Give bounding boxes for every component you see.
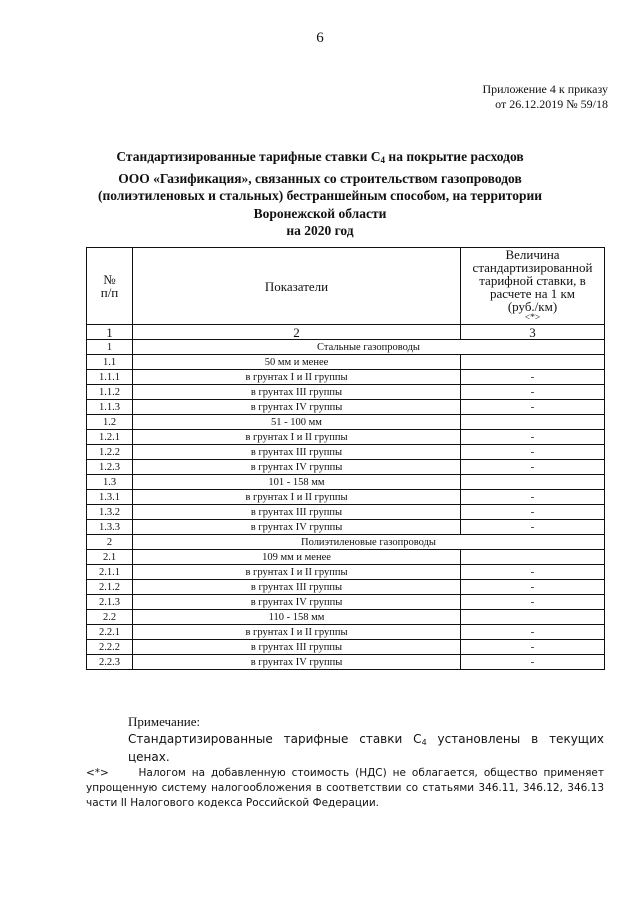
header-value-line: стандартизированной — [472, 260, 593, 275]
row-label: в грунтах III группы — [133, 580, 461, 595]
row-label: 110 - 158 мм — [133, 610, 461, 625]
table-row — [87, 610, 605, 625]
table-row — [87, 625, 605, 640]
row-value: - — [461, 370, 605, 385]
appendix-line-2: от 26.12.2019 № 59/18 — [495, 97, 608, 111]
row-number: 1.1 — [87, 355, 133, 370]
row-number: 1.1.3 — [87, 400, 133, 415]
row-value — [461, 550, 605, 565]
row-number: 2.1.2 — [87, 580, 133, 595]
appendix-line-1: Приложение 4 к приказу — [482, 82, 608, 96]
row-number: 1.3.3 — [87, 520, 133, 535]
table-row — [87, 535, 605, 550]
header-indicators-cell: Показатели — [133, 248, 461, 325]
row-value: - — [461, 595, 605, 610]
row-number: 1.3.1 — [87, 490, 133, 505]
row-value: - — [461, 655, 605, 670]
row-value — [461, 610, 605, 625]
footnote-marker: <*> — [86, 767, 109, 779]
row-number: 2.2.3 — [87, 655, 133, 670]
appendix-reference — [482, 82, 608, 112]
row-number: 1.2.3 — [87, 460, 133, 475]
row-number: 2.1.3 — [87, 595, 133, 610]
table-row — [87, 490, 605, 505]
row-label: в грунтах IV группы — [133, 460, 461, 475]
title-subscript: 4 — [380, 155, 386, 165]
row-number: 1.2.2 — [87, 445, 133, 460]
row-label: 51 - 100 мм — [133, 415, 461, 430]
row-value: - — [461, 460, 605, 475]
row-number: 1.3 — [87, 475, 133, 490]
section-label: Стальные газопроводы — [133, 340, 605, 355]
row-label: в грунтах III группы — [133, 385, 461, 400]
row-number: 1 — [87, 340, 133, 355]
row-value: - — [461, 520, 605, 535]
row-label: 101 - 158 мм — [133, 475, 461, 490]
table-row — [87, 340, 605, 355]
note-subscript: 4 — [421, 738, 427, 747]
row-value: - — [461, 640, 605, 655]
header-value-line: (руб./км) — [507, 299, 558, 314]
table-row — [87, 550, 605, 565]
row-value — [461, 355, 605, 370]
row-value: - — [461, 445, 605, 460]
row-number: 1.2 — [87, 415, 133, 430]
table-header-row — [87, 248, 605, 325]
table-row — [87, 385, 605, 400]
note-body-text: Стандартизированные тарифные ставки С — [128, 732, 422, 746]
row-label: в грунтах IV группы — [133, 520, 461, 535]
row-number: 2.1 — [87, 550, 133, 565]
row-number: 2.1.1 — [87, 565, 133, 580]
row-label: 109 мм и менее — [133, 550, 461, 565]
table-row — [87, 355, 605, 370]
row-label: в грунтах I и II группы — [133, 565, 461, 580]
row-label: в грунтах IV группы — [133, 595, 461, 610]
row-label: в грунтах III группы — [133, 640, 461, 655]
row-value: - — [461, 430, 605, 445]
footnote-text: Налогом на добавленную стоимость (НДС) не облагается, общество применяет упрощенную систему налогообложения в соответствии со статьями 346.11, 346.12, 346.13 части II Налогового кодекса Российской Федерации. — [86, 767, 604, 809]
row-label: в грунтах I и II группы — [133, 490, 461, 505]
row-label: в грунтах IV группы — [133, 400, 461, 415]
row-number: 1.3.2 — [87, 505, 133, 520]
row-label: в грунтах IV группы — [133, 655, 461, 670]
table-row — [87, 595, 605, 610]
column-number-2: 2 — [133, 325, 461, 340]
row-number: 2.2.2 — [87, 640, 133, 655]
row-number: 1.1.1 — [87, 370, 133, 385]
row-label: 50 мм и менее — [133, 355, 461, 370]
document-title — [60, 148, 580, 240]
table-row — [87, 475, 605, 490]
header-value-footnote-marker: <*> — [524, 313, 541, 323]
table-row — [87, 520, 605, 535]
row-value: - — [461, 385, 605, 400]
table-row — [87, 460, 605, 475]
table-row — [87, 565, 605, 580]
note-body — [128, 732, 604, 765]
table-row — [87, 400, 605, 415]
table-row — [87, 370, 605, 385]
footnote — [86, 766, 604, 811]
row-number: 2.2 — [87, 610, 133, 625]
table-row — [87, 505, 605, 520]
header-number-abbr: п/п — [100, 285, 119, 300]
title-line-5: на 2020 год — [286, 223, 354, 238]
row-value — [461, 475, 605, 490]
title-line-1-rest: на покрытие расходов — [385, 149, 524, 164]
section-label: Полиэтиленовые газопроводы — [133, 535, 605, 550]
row-value: - — [461, 490, 605, 505]
table-row — [87, 640, 605, 655]
header-value-lines — [463, 248, 602, 313]
row-label: в грунтах III группы — [133, 505, 461, 520]
row-value: - — [461, 580, 605, 595]
row-number: 1.2.1 — [87, 430, 133, 445]
table-row — [87, 445, 605, 460]
column-number-1: 1 — [87, 325, 133, 340]
row-label: в грунтах I и II группы — [133, 430, 461, 445]
table-row — [87, 655, 605, 670]
table-row — [87, 430, 605, 445]
column-numbers-row — [87, 325, 605, 340]
tariff-table — [86, 247, 605, 670]
title-line-1-text: Стандартизированные тарифные ставки С — [116, 149, 381, 164]
header-value-line: тарифной ставки, в — [479, 273, 586, 288]
row-label: в грунтах III группы — [133, 445, 461, 460]
row-value: - — [461, 505, 605, 520]
row-label: в грунтах I и II группы — [133, 625, 461, 640]
page-number: 6 — [316, 30, 324, 46]
column-number-3: 3 — [461, 325, 605, 340]
title-line-1 — [60, 148, 580, 170]
title-line-2: ООО «Газификация», связанных со строительством газопроводов — [118, 170, 522, 186]
note-title: Примечание: — [128, 714, 201, 729]
row-number: 2.2.1 — [87, 625, 133, 640]
header-value-cell — [461, 248, 605, 325]
header-value-line: расчете на 1 км — [489, 286, 576, 301]
table-row — [87, 415, 605, 430]
table-row — [87, 580, 605, 595]
header-number-cell — [87, 248, 133, 325]
row-value — [461, 415, 605, 430]
row-number: 2 — [87, 535, 133, 550]
row-value: - — [461, 565, 605, 580]
title-line-4: Воронежской области — [253, 205, 387, 221]
row-value: - — [461, 400, 605, 415]
row-number: 1.1.2 — [87, 385, 133, 400]
row-value: - — [461, 625, 605, 640]
row-label: в грунтах I и II группы — [133, 370, 461, 385]
header-number-symbol: № — [103, 272, 116, 287]
header-value-line: Величина — [505, 247, 560, 262]
title-line-3: (полиэтиленовых и стальных) бестраншейным способом, на территории — [97, 188, 543, 203]
note-body-rest: установлены в текущих ценах. — [128, 732, 604, 764]
